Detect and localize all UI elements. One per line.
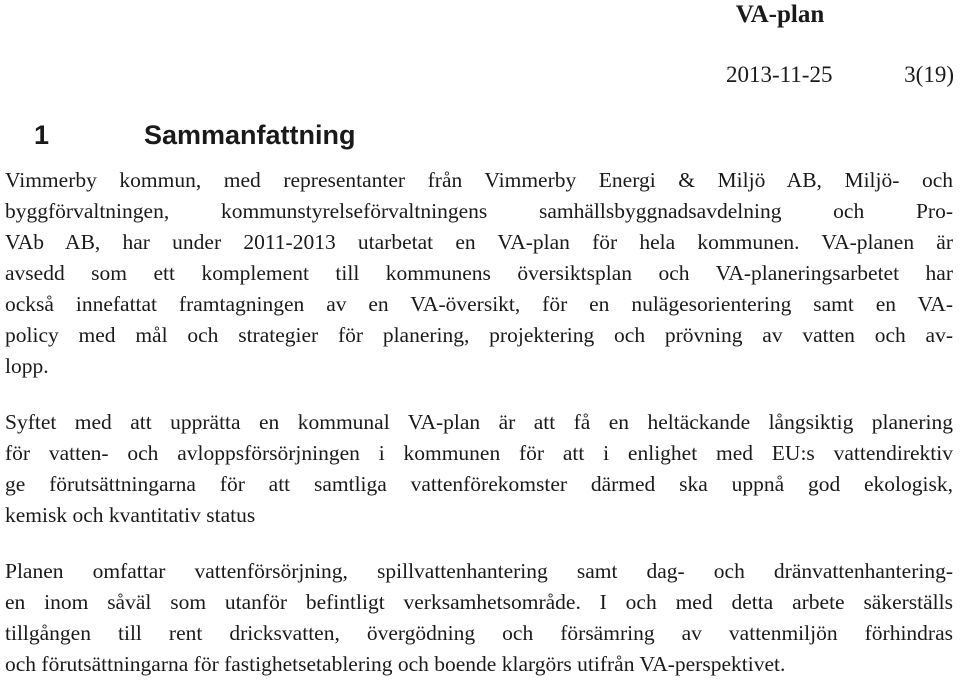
paragraph-line: ge förutsättningarna för att samtliga vattenförekomster därmed ska uppnå god ekologisk, [5, 472, 953, 496]
section-title: Sammanfattning [144, 120, 356, 150]
paragraph-line: policy med mål och strategier för planering, projektering och prövning av vatten och av- [5, 323, 953, 347]
paragraph-line: byggförvaltningen, kommunstyrelseförvaltningens samhällsbyggnadsavdelning och Pro- [5, 199, 953, 223]
paragraph-line: och förutsättningarna för fastighetsetablering och boende klargörs utifrån VA-perspektivet. [5, 652, 786, 676]
page-number: 3(19) [904, 62, 954, 87]
paragraph-line: för vatten- och avloppsförsörjningen i kommunen för att i enlighet med EU:s vattendirektiv [5, 441, 953, 465]
document-date: 2013-11-25 [726, 62, 833, 87]
paragraph-purpose [5, 407, 953, 531]
paragraph-scope [5, 556, 953, 680]
section-number: 1 [34, 120, 50, 150]
paragraph-line: kemisk och kvantitativ status [5, 503, 256, 527]
paragraph-line: Vimmerby kommun, med representanter från Vimmerby Energi & Miljö AB, Miljö- och [5, 168, 953, 192]
paragraph-line: också innefattat framtagningen av en VA-översikt, för en nulägesorientering samt en VA- [5, 292, 953, 316]
paragraph-line: avsedd som ett komplement till kommunens översiktsplan och VA-planeringsarbetet har [5, 261, 953, 285]
paragraph-line: tillgången till rent dricksvatten, övergödning och försämring av vattenmiljön förhindras [5, 621, 953, 645]
paragraph-line: lopp. [5, 354, 49, 378]
paragraph-line: Planen omfattar vattenförsörjning, spillvattenhantering samt dag- och dränvattenhantering- [5, 559, 953, 583]
paragraph-summary [5, 165, 953, 382]
paragraph-line: en inom såväl som utanför befintligt verksamhetsområde. I och med detta arbete säkerställs [5, 590, 953, 614]
paragraph-line: Syftet med att upprätta en kommunal VA-plan är att få en heltäckande långsiktig planering [5, 410, 953, 434]
document-title: VA-plan [735, 1, 825, 28]
paragraph-line: VAb AB, har under 2011-2013 utarbetat en VA-plan för hela kommunen. VA-planen är [5, 230, 953, 254]
section-heading [34, 116, 356, 154]
